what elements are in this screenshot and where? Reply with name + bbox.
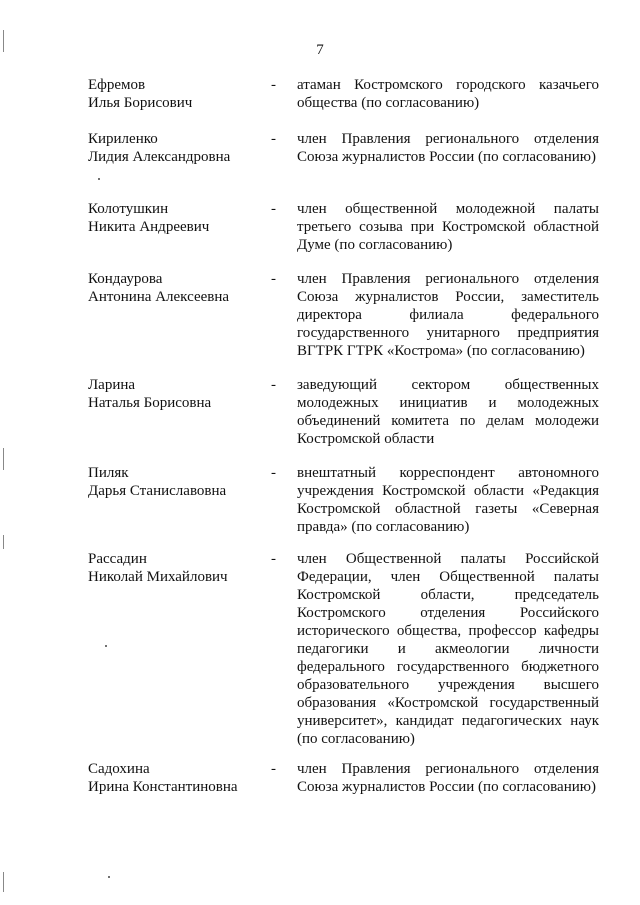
dash-separator: - xyxy=(271,77,276,93)
member-given-name: Дарья Станиславовна xyxy=(88,483,227,499)
dash-separator: - xyxy=(271,201,276,217)
member-name xyxy=(88,464,263,500)
dash-separator: - xyxy=(271,761,276,777)
member-description: заведующий сектором общественных молодежных инициатив и молодежных объединений комитета по делам молодежи Костромской области xyxy=(297,377,599,447)
member-given-name: Илья Борисович xyxy=(88,95,193,111)
member-description: член Правления регионального отделения Союза журналистов России (по согласованию) xyxy=(297,131,599,165)
member-name xyxy=(88,270,263,306)
scan-margin-mark xyxy=(3,535,4,549)
dash-separator: - xyxy=(271,465,276,481)
dash-separator: - xyxy=(271,377,276,393)
dash-separator: - xyxy=(271,271,276,287)
dash-separator: - xyxy=(271,131,276,147)
member-surname: Ларина xyxy=(88,377,136,393)
member-description: внештатный корреспондент автономного учреждения Костромской области «Редакция Костромской областной газеты «Северная правда» (по согласованию) xyxy=(297,465,599,535)
scan-speck xyxy=(105,645,107,647)
member-given-name: Ирина Константиновна xyxy=(88,779,238,795)
member-given-name: Антонина Алексеевна xyxy=(88,289,230,305)
member-name xyxy=(88,130,263,166)
member-description: член Правления регионального отделения Союза журналистов России (по согласованию) xyxy=(297,761,599,795)
member-description: член Общественной палаты Российской Федерации, член Общественной палаты Костромской области, председатель Костромского отделения Российского исторического общества, профессор кафедры педагогики и акмеологии личности федерального государственного бюджетного образовательного учреждения высшего образования «Костромской государственный университет», кандидат педагогических наук (по согласованию) xyxy=(297,551,599,747)
member-surname: Ефремов xyxy=(88,77,146,93)
scan-margin-mark xyxy=(3,448,4,470)
scan-margin-mark xyxy=(3,30,4,52)
dash-separator: - xyxy=(271,551,276,567)
member-surname: Пиляк xyxy=(88,465,129,481)
scan-speck xyxy=(98,178,100,180)
member-description: член Правления регионального отделения Союза журналистов России, заместитель директора филиала федерального государственного унитарного предприятия ВГТРК ГТРК «Кострома» (по согласованию) xyxy=(297,271,599,359)
scan-speck xyxy=(108,876,110,878)
member-given-name: Наталья Борисовна xyxy=(88,395,212,411)
scan-margin-mark xyxy=(3,872,4,892)
member-name xyxy=(88,376,263,412)
member-given-name: Лидия Александровна xyxy=(88,149,231,165)
member-name xyxy=(88,200,263,236)
member-name xyxy=(88,76,263,112)
member-description: член общественной молодежной палаты третьего созыва при Костромской областной Думе (по согласованию) xyxy=(297,201,599,253)
member-name xyxy=(88,550,263,586)
member-surname: Кондаурова xyxy=(88,271,163,287)
page-number: 7 xyxy=(316,42,324,58)
member-surname: Садохина xyxy=(88,761,150,777)
member-surname: Колотушкин xyxy=(88,201,169,217)
member-surname: Рассадин xyxy=(88,551,147,567)
member-surname: Кириленко xyxy=(88,131,158,147)
member-given-name: Николай Михайлович xyxy=(88,569,228,585)
member-description: атаман Костромского городского казачьего общества (по согласованию) xyxy=(297,77,599,111)
member-given-name: Никита Андреевич xyxy=(88,219,210,235)
member-name xyxy=(88,760,263,796)
